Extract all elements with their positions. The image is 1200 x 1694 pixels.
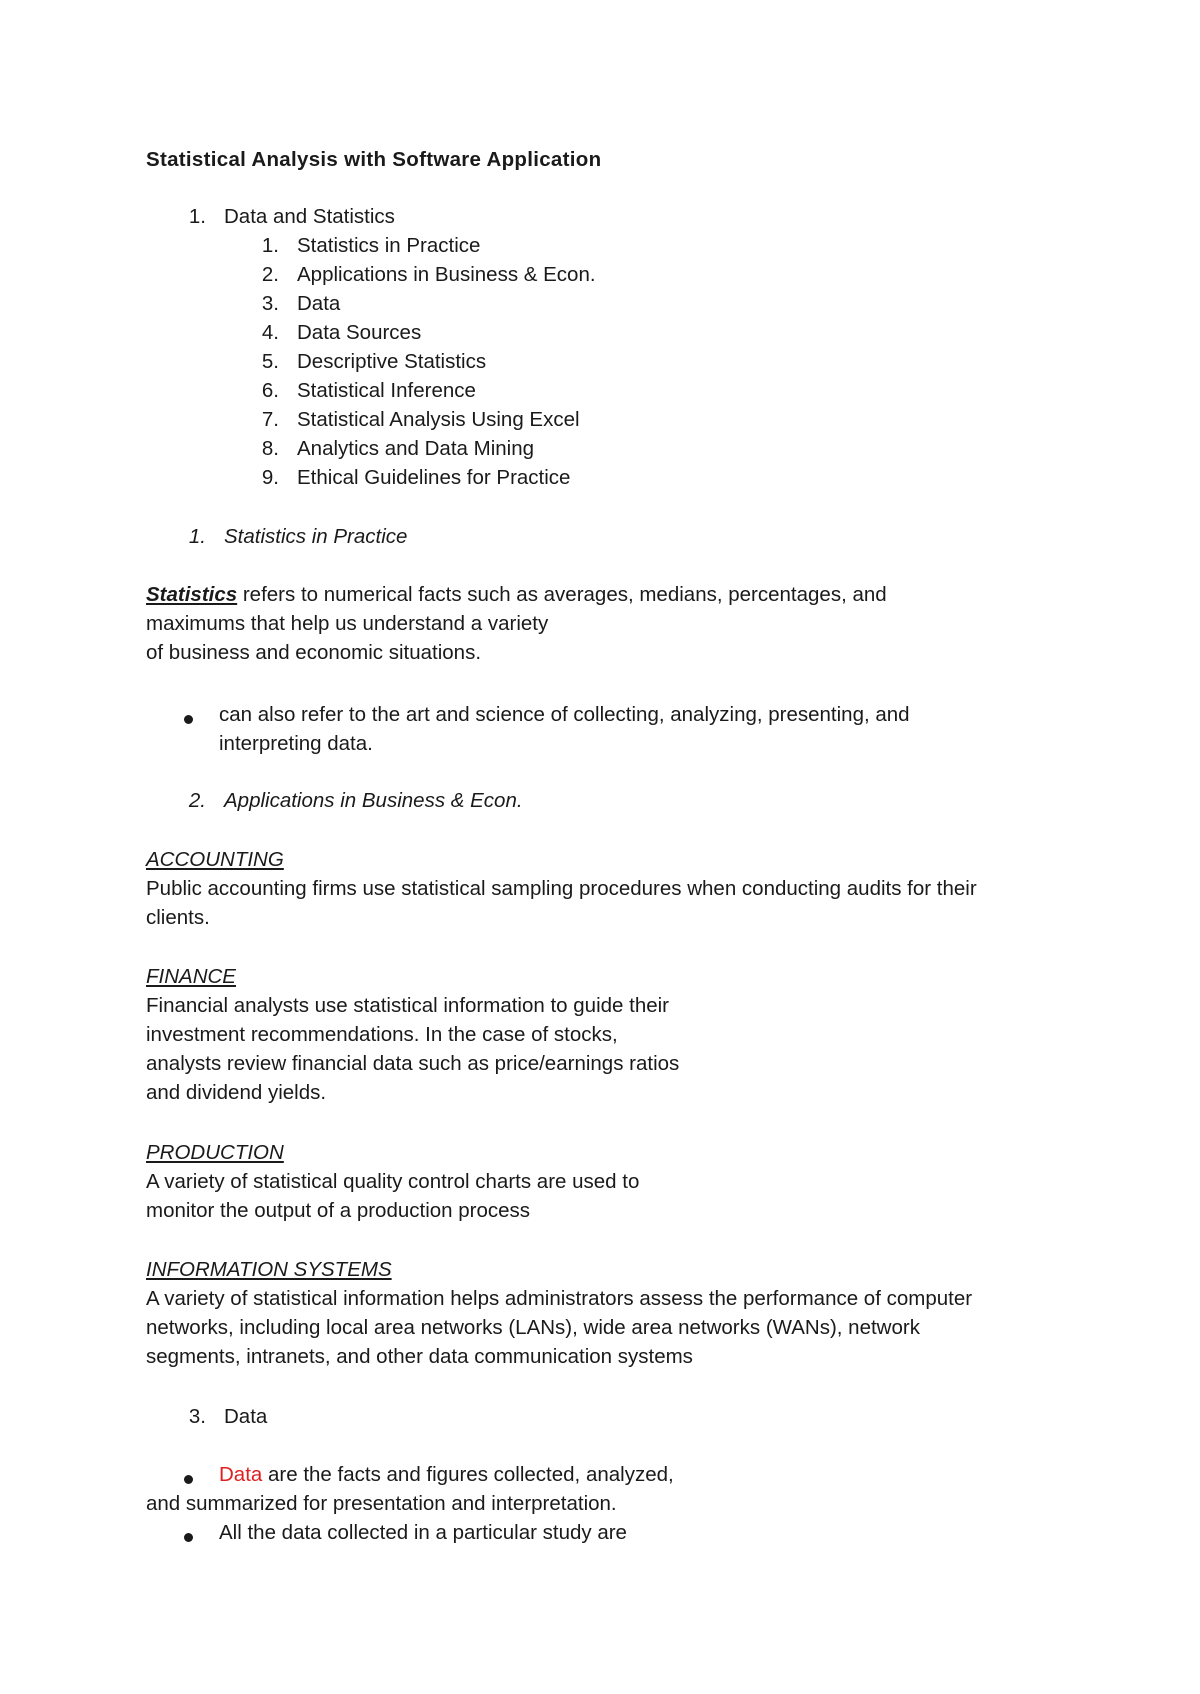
outline-sub-item: [243, 405, 580, 434]
section-3-title: Data: [224, 1405, 268, 1428]
information-systems-heading: INFORMATION SYSTEMS: [146, 1258, 392, 1281]
accounting-heading: ACCOUNTING: [146, 848, 284, 871]
infosys-text-line-2: networks, including local area networks (LANs), wide area networks (WANs), network: [146, 1316, 920, 1339]
outline-sub-label: Ethical Guidelines for Practice: [297, 466, 571, 489]
statistics-bullet-line-2: interpreting data.: [219, 732, 373, 755]
statistics-definition-line-1: [146, 580, 887, 609]
outline-sub-label: Statistical Analysis Using Excel: [297, 408, 580, 431]
section-1-title: Statistics in Practice: [224, 525, 408, 548]
production-heading: PRODUCTION: [146, 1141, 284, 1164]
outline-sub-label: Applications in Business & Econ.: [297, 263, 596, 286]
outline-sub-item: [243, 434, 534, 463]
outline-sub-item: [243, 463, 570, 492]
bullet-icon: [184, 1533, 193, 1542]
outline-sub-label: Data Sources: [297, 321, 422, 344]
outline-main-number: 1.: [188, 205, 206, 228]
outline-sub-number: 1.: [261, 234, 279, 257]
data-bullet-2-line-1: All the data collected in a particular study are: [219, 1521, 627, 1544]
section-3-number: 3.: [188, 1405, 206, 1428]
production-text-line-1: A variety of statistical quality control charts are used to: [146, 1170, 640, 1193]
data-bullet-1-line-1: [219, 1460, 674, 1489]
outline-sub-number: 7.: [261, 408, 279, 431]
finance-text-line-3: analysts review financial data such as price/earnings ratios: [146, 1052, 680, 1075]
production-text-line-2: monitor the output of a production process: [146, 1199, 531, 1222]
data-term: Data: [219, 1463, 263, 1486]
finance-text-line-4: and dividend yields.: [146, 1081, 327, 1104]
outline-sub-number: 8.: [261, 437, 279, 460]
finance-heading: FINANCE: [146, 965, 236, 988]
section-2-heading: [170, 786, 523, 815]
outline-sub-number: 3.: [261, 292, 279, 315]
outline-sub-number: 9.: [261, 466, 279, 489]
outline-main-item: [170, 202, 395, 231]
finance-text-line-2: investment recommendations. In the case of stocks,: [146, 1023, 618, 1046]
outline-sub-label: Descriptive Statistics: [297, 350, 487, 373]
outline-sub-number: 2.: [261, 263, 279, 286]
outline-sub-item: [243, 347, 486, 376]
outline-sub-number: 5.: [261, 350, 279, 373]
outline-main-label: Data and Statistics: [224, 205, 395, 228]
data-definition-text: are the facts and figures collected, analyzed,: [262, 1463, 674, 1486]
infosys-text-line-3: segments, intranets, and other data communication systems: [146, 1345, 693, 1368]
outline-sub-label: Statistical Inference: [297, 379, 476, 402]
outline-sub-label: Data: [297, 292, 341, 315]
document-title: Statistical Analysis with Software Application: [146, 148, 602, 171]
outline-sub-item: [243, 318, 421, 347]
statistics-definition-line-3: of business and economic situations.: [146, 641, 482, 664]
accounting-text-line-2: clients.: [146, 906, 210, 929]
definition-text: refers to numerical facts such as averages, medians, percentages, and: [237, 583, 887, 606]
section-2-title: Applications in Business & Econ.: [224, 789, 523, 812]
section-1-number: 1.: [188, 525, 206, 548]
outline-sub-label: Statistics in Practice: [297, 234, 481, 257]
statistics-term: Statistics: [146, 583, 238, 606]
section-2-number: 2.: [188, 789, 206, 812]
outline-sub-item: [243, 231, 480, 260]
statistics-bullet-line-1: can also refer to the art and science of collecting, analyzing, presenting, and: [219, 703, 910, 726]
accounting-text-line-1: Public accounting firms use statistical sampling procedures when conducting audits for their: [146, 877, 977, 900]
outline-sub-number: 6.: [261, 379, 279, 402]
infosys-text-line-1: A variety of statistical information helps administrators assess the performance of computer: [146, 1287, 973, 1310]
bullet-icon: [184, 1475, 193, 1484]
section-1-heading: [170, 522, 407, 551]
bullet-icon: [184, 715, 193, 724]
section-3-heading: [170, 1402, 267, 1431]
outline-sub-number: 4.: [261, 321, 279, 344]
outline-sub-item: [243, 289, 340, 318]
outline-sub-item: [243, 376, 476, 405]
statistics-definition-line-2: maximums that help us understand a variety: [146, 612, 549, 635]
finance-text-line-1: Financial analysts use statistical information to guide their: [146, 994, 670, 1017]
outline-sub-label: Analytics and Data Mining: [297, 437, 535, 460]
data-bullet-1-line-2: and summarized for presentation and interpretation.: [146, 1492, 617, 1515]
outline-sub-item: [243, 260, 596, 289]
